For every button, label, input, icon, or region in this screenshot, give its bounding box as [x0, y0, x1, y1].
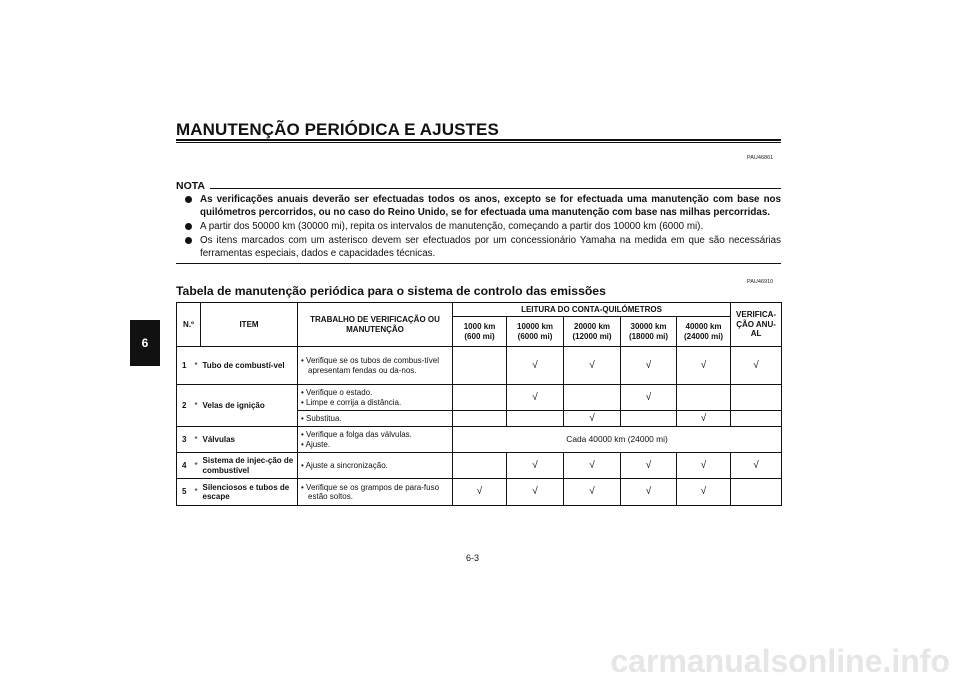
work-line: • Verifique se os tubos de combus-tível apresentam fendas ou da-nos.: [301, 356, 440, 375]
work-line: • Substitua.: [301, 413, 342, 423]
row-work: [298, 479, 453, 506]
maintenance-table: [176, 302, 782, 506]
row-asterisk: *: [192, 385, 201, 427]
check-cell: [453, 347, 507, 385]
check-cell: √: [621, 385, 677, 411]
check-cell: √: [564, 453, 621, 479]
page-title: MANUTENÇÃO PERIÓDICA E AJUSTES: [176, 120, 499, 139]
check-cell: [677, 385, 731, 411]
row-item: Válvulas: [201, 427, 298, 453]
check-cell: √: [507, 479, 564, 506]
nota-label: NOTA: [176, 180, 205, 192]
check-cell: [453, 411, 507, 427]
nota-item: [176, 220, 781, 233]
bullet-icon: [185, 237, 192, 244]
row-work: [298, 427, 453, 453]
nota-item-text: A partir dos 50000 km (30000 mi), repita os intervalos de manutenção, começando a partir dos 10000 km (6000 mi).: [200, 221, 704, 232]
check-cell: √: [731, 347, 782, 385]
check-cell: √: [507, 347, 564, 385]
row-number: 5: [177, 479, 192, 506]
row-number: 4: [177, 453, 192, 479]
nota-item: [176, 193, 781, 219]
reference-code: PAU46910: [747, 279, 774, 285]
work-line: • Verifique o estado.: [301, 388, 373, 397]
work-line: • Limpe e corrija a distância.: [301, 397, 402, 407]
interval-note: Cada 40000 km (24000 mi): [453, 427, 782, 453]
check-cell: √: [677, 453, 731, 479]
row-asterisk: *: [192, 427, 201, 453]
header-interval: 20000 km (12000 mi): [564, 317, 621, 347]
check-cell: √: [677, 411, 731, 427]
header-odometer: LEITURA DO CONTA-QUILÓMETROS: [453, 303, 731, 317]
row-work: [298, 411, 453, 427]
nota-rule: [210, 188, 781, 189]
watermark: carmanualsonline.info: [610, 643, 950, 678]
check-cell: √: [621, 479, 677, 506]
table-row: [177, 385, 782, 411]
check-cell: √: [564, 347, 621, 385]
bullet-icon: [185, 223, 192, 230]
page-number: 6-3: [466, 553, 480, 563]
row-work: [298, 347, 453, 385]
check-cell: [621, 411, 677, 427]
work-line: • Verifique se os grampos de para-fuso estão soltos.: [301, 482, 440, 501]
check-cell: [453, 453, 507, 479]
check-cell: [731, 385, 782, 411]
row-number: 1: [177, 347, 192, 385]
check-cell: √: [564, 479, 621, 506]
check-cell: √: [731, 453, 782, 479]
check-cell: √: [677, 347, 731, 385]
check-cell: √: [564, 411, 621, 427]
work-line: • Ajuste.: [301, 439, 331, 449]
row-asterisk: *: [192, 479, 201, 506]
check-cell: √: [621, 453, 677, 479]
work-line: • Verifique a folga das válvulas.: [301, 430, 412, 439]
check-cell: [564, 385, 621, 411]
check-cell: [453, 385, 507, 411]
row-work: [298, 385, 453, 411]
row-item: Velas de ignição: [201, 385, 298, 427]
header-item: ITEM: [201, 303, 298, 347]
nota-item-text: As verificações anuais deverão ser efectuadas todos os anos, excepto se for efectuada uma manutenção com base nos quilómetros percorridos, ou no caso do Reino Unido, se for efectuada uma manutenção com base nas milhas percorridas.: [200, 194, 781, 218]
table-row: [177, 479, 782, 506]
row-item: Tubo de combustí-vel: [201, 347, 298, 385]
row-item: Sistema de injec-ção de combustível: [201, 453, 298, 479]
row-asterisk: *: [192, 453, 201, 479]
row-asterisk: *: [192, 347, 201, 385]
header-interval: 30000 km (18000 mi): [621, 317, 677, 347]
row-work: [298, 453, 453, 479]
nota-end-rule: [176, 263, 781, 264]
check-cell: √: [677, 479, 731, 506]
table-row: [177, 427, 782, 453]
table-row: [177, 453, 782, 479]
header-num: N.º: [177, 303, 201, 347]
bullet-icon: [185, 196, 192, 203]
section-title: Tabela de manutenção periódica para o sistema de controlo das emissões: [176, 284, 606, 298]
header-interval: 10000 km (6000 mi): [507, 317, 564, 347]
check-cell: [731, 479, 782, 506]
reference-code: PAU46861: [747, 155, 774, 161]
nota-list: [176, 193, 781, 261]
check-cell: [731, 411, 782, 427]
check-cell: √: [621, 347, 677, 385]
header-interval: 1000 km (600 mi): [453, 317, 507, 347]
title-rule: [176, 139, 781, 141]
header-interval: 40000 km (24000 mi): [677, 317, 731, 347]
check-cell: √: [507, 453, 564, 479]
chapter-tab: 6: [130, 320, 160, 366]
header-annual: VERIFICA-ÇÃO ANU-AL: [731, 303, 782, 347]
nota-item: [176, 234, 781, 260]
row-item: Silenciosos e tubos de escape: [201, 479, 298, 506]
nota-item-text: Os itens marcados com um asterisco devem ser efectuados por um concessionário Yamaha na medida em que são necessárias ferramentas especiais, dados e capacidades técnicas.: [200, 235, 781, 259]
check-cell: √: [453, 479, 507, 506]
check-cell: √: [507, 385, 564, 411]
check-cell: [507, 411, 564, 427]
title-rule-thin: [176, 142, 781, 143]
table-row: [177, 347, 782, 385]
work-line: • Ajuste a sincronização.: [301, 460, 388, 470]
row-number: 2: [177, 385, 192, 427]
header-work: TRABALHO DE VERIFICAÇÃO OU MANUTENÇÃO: [298, 303, 453, 347]
row-number: 3: [177, 427, 192, 453]
